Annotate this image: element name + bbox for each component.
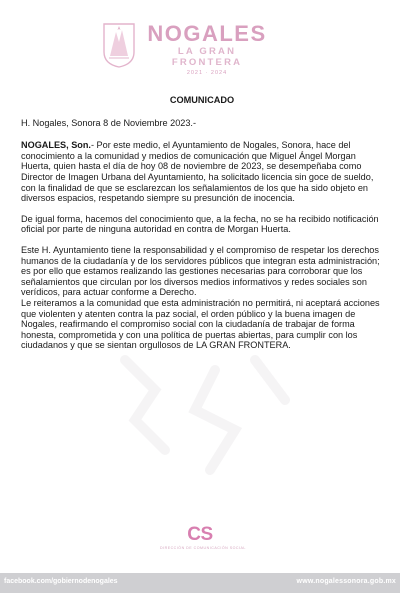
letter-body: [21, 95, 383, 361]
paragraph-3: Este H. Ayuntamiento tiene la responsabilidad y el compromiso de respetar los derechos humanos de la ciudadanía y de los servidores públicos que integran esta administración; es por ello que estamos realizando las gestiones necesarias para corroborar que los señalamientos que circulan por los diversos medios informativos y redes sociales son verídicos, para actuar conforme a Derecho.: [21, 244, 380, 298]
facebook-link[interactable]: facebook.com/gobiernodenogales: [4, 578, 118, 585]
cs-logo-subtitle: DIRECCIÓN DE COMUNICACIÓN SOCIAL: [160, 546, 246, 550]
letterhead: [0, 8, 400, 74]
date-line: H. Nogales, Sonora 8 de Noviembre 2023.-: [21, 117, 196, 128]
logo-subtitle: LA GRAN FRONTERA: [171, 46, 243, 68]
cs-logo-mark: CS: [187, 524, 213, 545]
nogales-logo: [142, 22, 272, 82]
logo-years: 2021 · 2024: [186, 70, 228, 76]
paragraph-1-text: - Por este medio, el Ayuntamiento de Nogales, Sonora, hace del conocimiento a la comunidad y medios de comunicación que Miguel Ángel Morgan Huerta, quien hasta el día de hoy 08 de noviembre de 2023, se desempeñaba como Director de Imagen Urbana del Ayuntamiento, ha solicitado licencia sin goce de sueldo, con la finalidad de que se esclarezcan los señalamientos de los que ha sido objeto en diversos espacios, respetando siempre su presunción de inocencia.: [21, 140, 374, 204]
dateline-lead: NOGALES, Son.: [21, 140, 91, 151]
website-link[interactable]: www.nogalessonora.gob.mx: [296, 578, 396, 585]
municipal-crest-icon: [101, 22, 137, 68]
comunicacion-social-logo: [160, 524, 246, 551]
paragraph-2: De igual forma, hacemos del conocimiento que, a la fecha, no se ha recibido notificación oficial por parte de ninguna autoridad en contra de Morgan Huerta.: [21, 213, 379, 235]
document-title: COMUNICADO: [169, 95, 235, 105]
logo-title: NOGALES: [147, 21, 267, 46]
footer-bar: [0, 573, 400, 593]
paragraph-1: [21, 140, 383, 204]
paragraph-4: Le reiteramos a la comunidad que esta administración no permitirá, ni aceptará acciones que violenten y atenten contra la paz social, el orden público y la buena imagen de Nogales, reafirmando el compromiso social con la ciudadanía de trabajar de forma honesta, comprometida y con una política de puertas abiertas, para cumplir con los ciudadanos y que se sientan orgullosos de LA GRAN FRONTERA.: [21, 297, 380, 351]
watermark-icon: [95, 340, 305, 480]
